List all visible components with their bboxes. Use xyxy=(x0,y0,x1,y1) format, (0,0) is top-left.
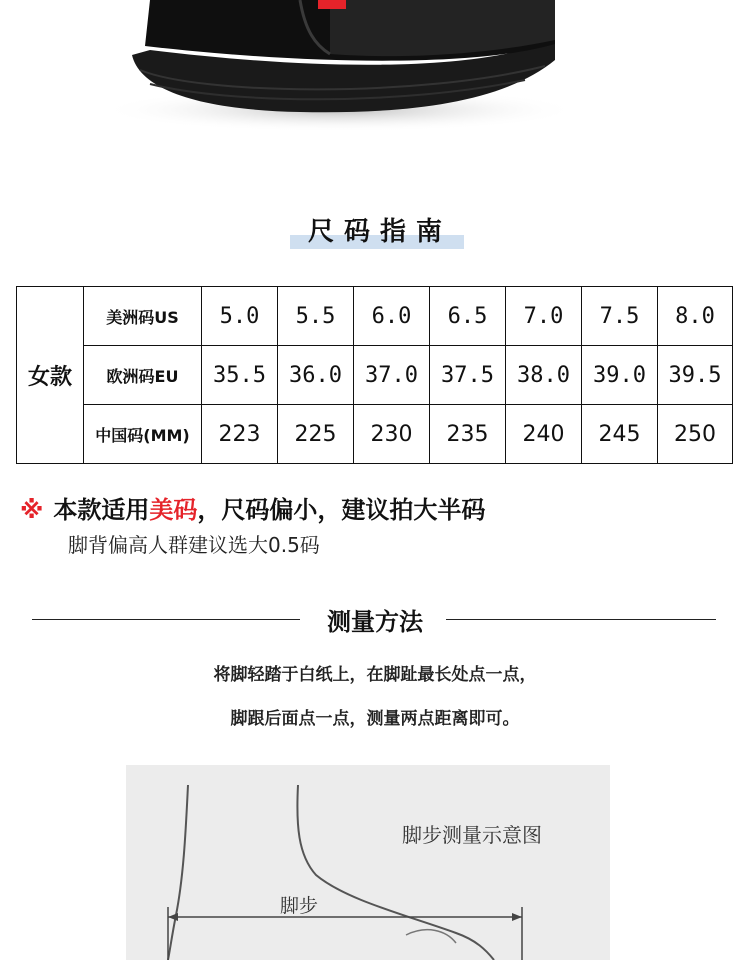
foot-measure-diagram xyxy=(126,765,610,960)
table-cell: 36.0 xyxy=(278,346,354,405)
diagram-measure-label: 脚步 xyxy=(280,895,319,917)
fit-note-line1 xyxy=(20,492,740,528)
row-label-mm: 中国码(MM) xyxy=(84,405,202,464)
table-cell: 235 xyxy=(430,405,506,464)
table-cell: 39.0 xyxy=(582,346,658,405)
method-title: 测量方法 xyxy=(327,608,423,636)
fit-note-line2: 脚背偏高人群建议选大0.5码 xyxy=(68,533,320,557)
table-cell: 6.0 xyxy=(354,287,430,346)
table-cell: 5.5 xyxy=(278,287,354,346)
table-cell: 35.5 xyxy=(202,346,278,405)
size-guide-header xyxy=(0,205,750,265)
foot-outline-illustration xyxy=(126,765,610,960)
table-cell: 250 xyxy=(658,405,733,464)
table-cell: 7.0 xyxy=(506,287,582,346)
method-instruction-1: 将脚轻踏于白纸上，在脚趾最长处点一点， xyxy=(213,665,537,685)
note-suffix: ，尺码偏小，建议拍大半码 xyxy=(197,496,486,524)
table-row-us xyxy=(17,287,733,346)
table-cell: 37.5 xyxy=(430,346,506,405)
shoe-illustration xyxy=(0,0,750,140)
fit-note xyxy=(20,492,740,562)
note-prefix: 本款适用 xyxy=(53,496,150,524)
diagram-caption: 脚步测量示意图 xyxy=(402,823,542,847)
size-guide-title: 尺码指南 xyxy=(307,217,452,247)
table-cell: 6.5 xyxy=(430,287,506,346)
table-cell: 8.0 xyxy=(658,287,733,346)
table-cell: 38.0 xyxy=(506,346,582,405)
table-cell: 5.0 xyxy=(202,287,278,346)
method-header xyxy=(0,600,750,640)
reference-mark-icon: ※ xyxy=(20,496,44,524)
table-cell: 240 xyxy=(506,405,582,464)
note-highlight: 美码 xyxy=(149,496,198,524)
table-cell: 37.0 xyxy=(354,346,430,405)
table-row-eu xyxy=(17,346,733,405)
gender-label: 女款 xyxy=(17,287,84,464)
table-cell: 230 xyxy=(354,405,430,464)
size-chart-table xyxy=(16,286,733,464)
table-cell: 225 xyxy=(278,405,354,464)
table-cell: 7.5 xyxy=(582,287,658,346)
table-cell: 39.5 xyxy=(658,346,733,405)
row-label-eu: 欧洲码EU xyxy=(84,346,202,405)
shoe-product-image xyxy=(0,0,750,140)
table-cell: 245 xyxy=(582,405,658,464)
table-row-mm xyxy=(17,405,733,464)
row-label-us: 美洲码US xyxy=(84,287,202,346)
method-instruction-2: 脚跟后面点一点，测量两点距离即可。 xyxy=(230,709,520,729)
table-cell: 223 xyxy=(202,405,278,464)
